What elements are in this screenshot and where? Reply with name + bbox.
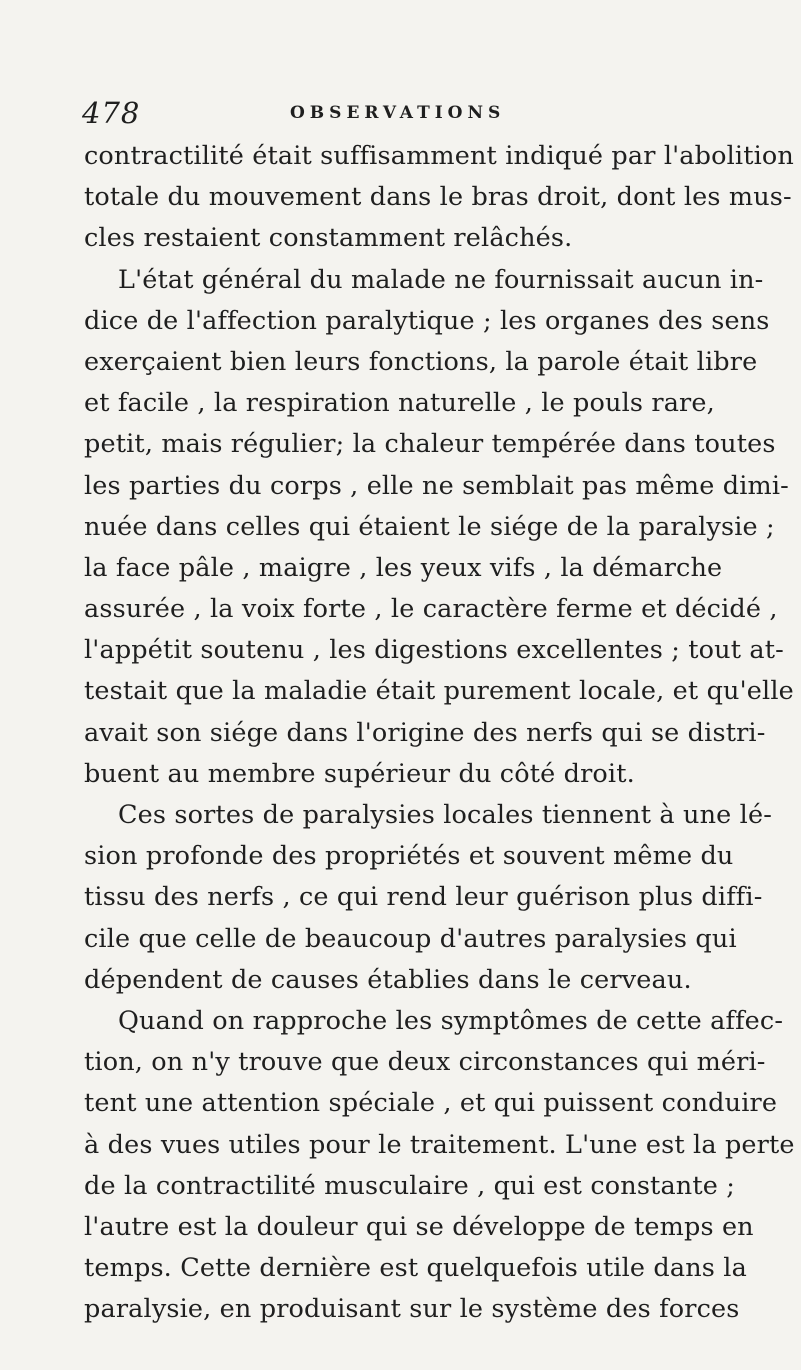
text-line: cles restaient constamment relâchés. xyxy=(84,223,573,254)
text-line: l'appétit soutenu , les digestions excellentes ; tout at- xyxy=(84,635,784,666)
text-line: dépendent de causes établies dans le cerveau. xyxy=(84,964,692,995)
text-line: à des vues utiles pour le traitement. L'une est la perte xyxy=(84,1129,795,1160)
text-line: et facile , la respiration naturelle , le pouls rare, xyxy=(84,388,715,419)
text-line: nuée dans celles qui étaient le siége de la paralysie ; xyxy=(84,511,775,542)
text-line: petit, mais régulier; la chaleur tempérée dans toutes xyxy=(84,429,776,460)
text-line: l'autre est la douleur qui se développe de temps en xyxy=(84,1211,754,1242)
text-line: paralysie, en produisant sur le système des forces xyxy=(84,1294,740,1325)
text-line: temps. Cette dernière est quelquefois utile dans la xyxy=(84,1253,747,1284)
text-line: buent au membre supérieur du côté droit. xyxy=(84,758,635,789)
text-line: totale du mouvement dans le bras droit, dont les mus- xyxy=(84,182,792,213)
text-line: cile que celle de beaucoup d'autres paralysies qui xyxy=(84,923,737,954)
text-line: la face pâle , maigre , les yeux vifs , la démarche xyxy=(84,552,723,583)
paragraph-first-line: L'état général du malade ne fournissait aucun in- xyxy=(118,264,764,295)
text-line: testait que la maladie était purement locale, et qu'elle xyxy=(84,676,794,707)
text-line: sion profonde des propriétés et souvent même du xyxy=(84,841,734,872)
text-line: les parties du corps , elle ne semblait pas même dimi- xyxy=(84,470,789,501)
text-line: tissu des nerfs , ce qui rend leur guérison plus diffi- xyxy=(84,882,763,913)
text-line: avait son siége dans l'origine des nerfs qui se distri- xyxy=(84,717,766,748)
text-line: contractilité était suffisamment indiqué par l'abolition xyxy=(84,141,794,171)
text-line: assurée , la voix forte , le caractère ferme et décidé , xyxy=(84,594,778,625)
text-line: tion, on n'y trouve que deux circonstances qui méri- xyxy=(84,1047,766,1078)
text-line: tent une attention spéciale , et qui puissent conduire xyxy=(84,1088,778,1119)
paragraph-first-line: Quand on rapproche les symptômes de cette affec- xyxy=(118,1005,784,1036)
running-head xyxy=(82,96,722,136)
body-text xyxy=(84,136,795,1330)
page-number: 478 xyxy=(82,96,141,130)
running-title: OBSERVATIONS xyxy=(290,103,506,123)
paragraph-first-line: Ces sortes de paralysies locales tiennent à une lé- xyxy=(118,800,772,830)
text-line: exerçaient bien leurs fonctions, la parole était libre xyxy=(84,346,758,377)
text-line: dice de l'affection paralytique ; les organes des sens xyxy=(84,305,770,336)
text-line: de la contractilité musculaire , qui est constante ; xyxy=(84,1170,736,1201)
